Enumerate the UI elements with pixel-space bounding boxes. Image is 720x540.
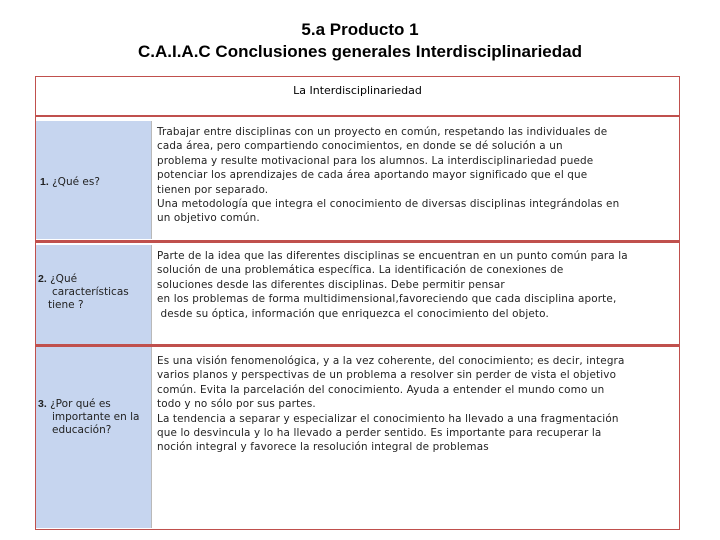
answer-cell-2 — [157, 249, 677, 321]
answer-line: varios planos y perspectivas de un problema a resolver sin perder de vista el objetivo — [157, 369, 617, 382]
question-text: ¿Por qué es — [50, 398, 111, 410]
row-divider — [36, 344, 679, 347]
answer-line: problema y resulte motivacional para los alumnos. La interdisciplinariedad puede — [157, 154, 594, 167]
answer-cell-1 — [157, 125, 677, 226]
row-divider — [36, 240, 679, 243]
answer-line: Trabajar entre disciplinas con un proyecto en común, respetando las individuales de — [157, 126, 608, 138]
question-cell-2 — [36, 245, 152, 349]
question-text: importante en la — [52, 411, 140, 423]
question-number: 3. — [38, 398, 47, 410]
question-2 — [38, 273, 150, 312]
question-text: ¿Qué es? — [52, 176, 100, 188]
question-cell-1 — [36, 121, 152, 239]
answer-line: Es una visión fenomenológica, y a la vez coherente, del conocimiento; es decir, integra — [157, 355, 625, 367]
answer-line: Una metodología que integra el conocimiento de diversas disciplinas integrándolas en — [157, 198, 620, 211]
answer-line: soluciones desde las diferentes disciplinas. Debe permitir pensar — [157, 278, 505, 291]
answer-line: común. Evita la parcelación del conocimiento. Ayuda a entender el mundo como un — [157, 383, 605, 396]
question-number: 2. — [38, 273, 47, 285]
table-row-2 — [36, 245, 679, 349]
answer-line: que lo desvincula y lo ha llevado a perder sentido. Es importante para recuperar la — [157, 427, 602, 440]
table-row-1 — [36, 121, 679, 239]
question-3 — [38, 398, 150, 437]
page-title-line-2: C.A.I.A.C Conclusiones generales Interdisciplinariedad — [137, 42, 582, 61]
question-text: educación? — [52, 424, 112, 436]
answer-line: noción integral y favorece la resolución integral de problemas — [157, 441, 489, 454]
question-cell-3 — [36, 348, 152, 528]
question-text: ¿Qué — [50, 273, 78, 285]
answer-line: un objetivo común. — [157, 212, 260, 225]
interdisciplinarity-table — [35, 76, 680, 530]
question-1 — [40, 176, 100, 189]
answer-line: todo y no sólo por sus partes. — [157, 398, 316, 411]
answer-cell-3 — [157, 354, 677, 455]
answer-line: solución de una problemática específica. La identificación de conexiones de — [157, 264, 564, 277]
answer-line: tienen por separado. — [157, 183, 269, 196]
answer-line: potenciar los aprendizajes de cada área aportando mayor significado que el que — [157, 169, 588, 182]
answer-line: Parte de la idea que las diferentes disciplinas se encuentran en un punto común para la — [157, 250, 628, 262]
question-number: 1. — [40, 176, 49, 188]
question-text: características — [52, 286, 129, 298]
answer-line: cada área, pero compartiendo conocimientos, en donde se dé solución a un — [157, 140, 563, 153]
table-header: La Interdisciplinariedad — [36, 77, 679, 117]
question-text: tiene ? — [48, 299, 84, 311]
page-title-line-1: 5.a Producto 1 — [301, 20, 419, 39]
answer-line: en los problemas de forma multidimensional,favoreciendo que cada disciplina aporte, — [157, 293, 617, 306]
answer-line: La tendencia a separar y especializar el conocimiento ha llevado a una fragmentación — [157, 412, 619, 425]
answer-line: desde su óptica, información que enriquezca el conocimiento del objeto. — [157, 307, 549, 320]
table-row-3 — [36, 348, 679, 528]
